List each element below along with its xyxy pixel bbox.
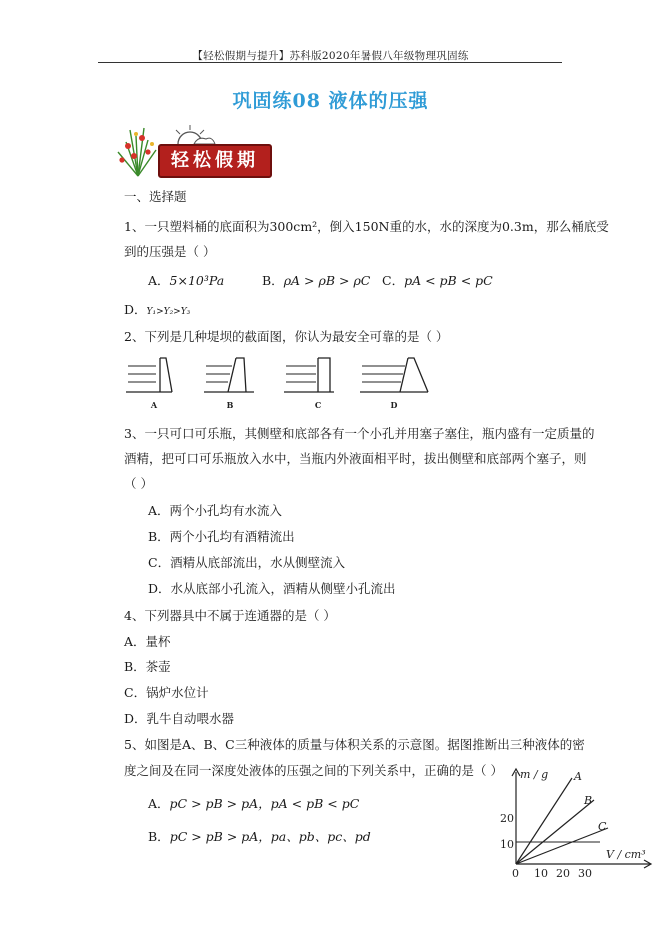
q5-option-a-label: A． xyxy=(148,796,170,811)
q1-option-d-label: D． xyxy=(124,302,147,317)
q5-stem-line1: 5、如图是A、B、C三种液体的质量与体积关系的示意图。据图推断出三种液体的密 xyxy=(124,737,585,752)
q5-option-a-value: pC > pB > pA，pA < pB < pC xyxy=(169,796,360,811)
q1-option-c-value: pA < pB < pC xyxy=(404,273,493,288)
q4-option-b: B．茶壶 xyxy=(124,659,171,674)
q5-option-b xyxy=(148,829,371,845)
holiday-badge: 轻松假期 xyxy=(158,144,272,178)
q5-option-a xyxy=(148,796,359,812)
header-divider xyxy=(98,62,562,63)
q5-option-b-value: pC > pB > pA，pa、pb、pc、pd xyxy=(169,829,371,844)
line-a xyxy=(516,778,572,864)
sun-icon xyxy=(168,124,216,146)
section-heading: 一、选择题 xyxy=(124,189,187,204)
x-tick-10: 10 xyxy=(534,867,548,880)
q1-option-a-value: 5×10³Pa xyxy=(169,273,225,288)
dam-diagram xyxy=(122,352,442,414)
line-c-label: C xyxy=(598,820,607,833)
q1-option-b xyxy=(262,273,370,289)
q3-option-c: C．酒精从底部流出，水从侧壁流入 xyxy=(148,555,346,570)
q4-option-a: A．量杯 xyxy=(124,634,171,649)
q1-option-c xyxy=(382,273,493,289)
q1-option-b-value: ρA > ρB > ρC xyxy=(283,273,371,288)
q3-stem-line1: 3、一只可口可乐瓶，其侧壁和底部各有一个小孔并用塞子塞住，瓶内盛有一定质量的 xyxy=(124,426,595,441)
line-a-label: A xyxy=(574,770,582,783)
mass-volume-graph xyxy=(490,764,658,880)
dam-label-d: D xyxy=(390,400,398,410)
q3-option-d: D．水从底部小孔流入，酒精从侧壁小孔流出 xyxy=(148,581,396,596)
y-tick-20: 20 xyxy=(500,812,514,825)
q3-stem-line3: （ ） xyxy=(124,476,153,491)
page-title: 巩固练08 液体的压强 xyxy=(232,90,429,112)
page-header: 【轻松假期与提升】苏科版2020年暑假八年级物理巩固练 xyxy=(192,50,469,62)
q4-option-d: D．乳牛自动喂水器 xyxy=(124,711,235,726)
x-tick-0: 0 xyxy=(512,867,519,880)
line-c xyxy=(516,828,608,864)
dam-label-b: B xyxy=(226,400,234,410)
q1-option-a-label: A． xyxy=(148,273,170,288)
q4-option-c: C．锅炉水位计 xyxy=(124,685,209,700)
q1-option-d-value: Y₁>Y₂>Y₃ xyxy=(146,307,191,317)
line-b-label: B xyxy=(584,794,593,807)
line-b xyxy=(516,800,594,864)
y-axis-label: m / g xyxy=(520,768,549,781)
x-tick-30: 30 xyxy=(578,867,592,880)
x-axis-label: V / cm³ xyxy=(606,848,646,861)
dam-label-c: C xyxy=(314,400,322,410)
q5-option-b-label: B． xyxy=(148,829,170,844)
q1-option-a xyxy=(148,273,224,289)
q1-stem-line2: 到的压强是（ ） xyxy=(124,244,216,259)
q1-option-c-label: C． xyxy=(382,273,405,288)
q5-stem-line2: 度之间及在同一深度处液体的压强之间的下列关系中，正确的是（ ） xyxy=(124,763,503,778)
q2-stem: 2、下列是几种堤坝的截面图，你认为最安全可靠的是（ ） xyxy=(124,329,449,344)
q1-stem-line1: 1、一只塑料桶的底面积为300cm²，倒入150N重的水，水的深度为0.3m，那么桶底受 xyxy=(124,219,609,234)
y-tick-10: 10 xyxy=(500,838,514,851)
q3-option-b: B．两个小孔均有酒精流出 xyxy=(148,529,295,544)
q3-stem-line2: 酒精，把可口可乐瓶放入水中，当瓶内外液面相平时，拔出侧壁和底部两个塞子，则 xyxy=(124,451,587,466)
dam-label-a: A xyxy=(150,400,158,410)
x-tick-20: 20 xyxy=(556,867,570,880)
q4-stem: 4、下列器具中不属于连通器的是（ ） xyxy=(124,608,336,623)
q1-option-b-label: B． xyxy=(262,273,284,288)
q3-option-a: A．两个小孔均有水流入 xyxy=(148,503,283,518)
q1-option-d xyxy=(124,302,190,320)
